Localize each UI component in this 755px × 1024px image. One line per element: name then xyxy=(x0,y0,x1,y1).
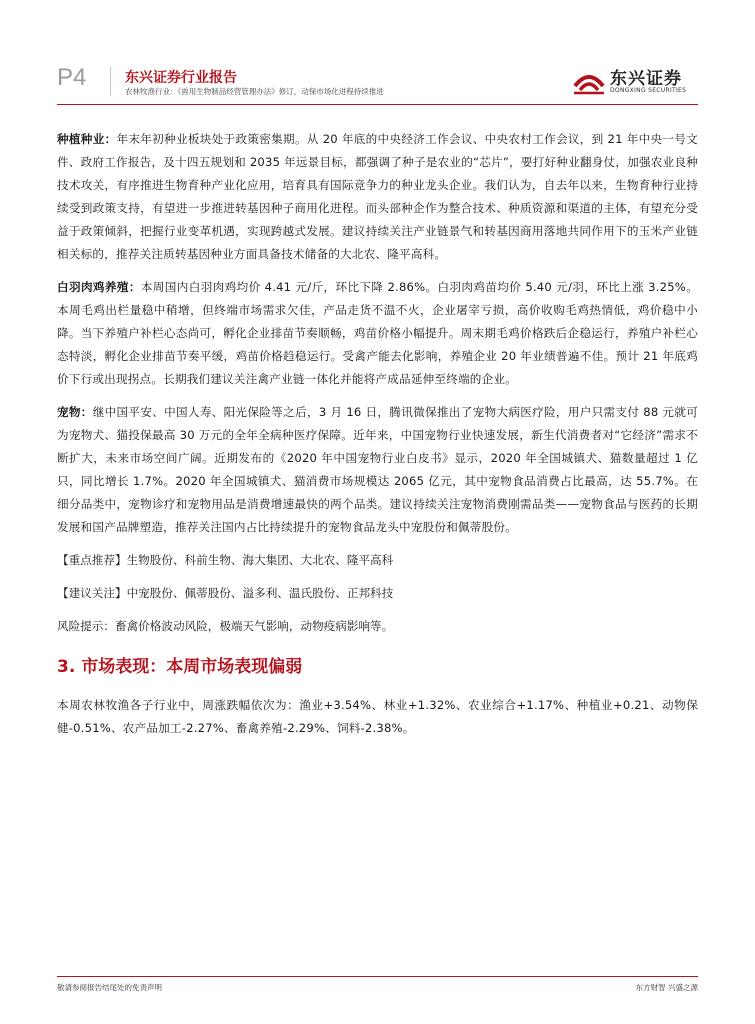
company-logo xyxy=(572,64,698,98)
footer-disclaimer: 敬请参阅报告结尾处的免责声明 xyxy=(57,983,162,992)
footer-rule xyxy=(57,976,698,977)
body-seed: 年末年初种业板块处于政策密集期。从 20 年底的中央经济工作会议、中央农村工作会议，到 21 年中央一号文件、政府工作报告，及十四五规划和 2035 年远景目标，都强调了种子是农业的“芯片”，要打好种业翻身仗，加强农业良种技术攻关，有序推进生物育种产业化应用，培育具有国际竞争力的种业龙头企业。我们认为，自去年以来，生物育种行业持续受到政策支持，有望进一步推进转基因种子商用化进程。而头部种企作为整合技术、种质资源和渠道的主体，有望充分受益于政策倾斜，把握行业变革机遇，实现跨越式发展。建议持续关注产业链景气和转基因商用落地共同作用下的玉米产业链相关标的，推荐关注质转基因种业方面具备技术储备的大北农、隆平高科。 xyxy=(57,132,698,261)
header-divider xyxy=(110,66,111,96)
paragraph-pet xyxy=(57,401,698,539)
page-number: P4 xyxy=(57,64,87,91)
report-subtitle: 农林牧渔行业：《兽用生物制品经营管理办法》修订，动保市场化进程持续推进 xyxy=(125,87,384,96)
section-3-title: 3. 市场表现：本周市场表现偏弱 xyxy=(57,657,303,677)
lead-broiler: 白羽肉鸡养殖： xyxy=(57,280,141,294)
lead-pet: 宠物： xyxy=(57,405,93,419)
lead-seed: 种植种业： xyxy=(57,132,117,146)
report-title: 东兴证券行业报告 xyxy=(125,70,237,86)
logo-text-cn: 东兴证券 xyxy=(610,69,682,89)
watch-line: 【建议关注】中宠股份、佩蒂股份、溢多利、温氏股份、正邦科技 xyxy=(57,586,394,600)
page-header xyxy=(0,0,755,100)
risk-line: 风险提示：畜禽价格波动风险，极端天气影响，动物疫病影响等。 xyxy=(57,619,394,633)
body-pet: 继中国平安、中国人寿、阳光保险等之后，3 月 16 日，腾讯微保推出了宠物大病医疗险，用户只需支付 88 元就可为宠物犬、猫投保最高 30 万元的全年全病种医疗保障。近年来，中国宠物行业快速发展，新生代消费者对“它经济”需求不断扩大，未来市场空间广阔。近期发布的《2020 年中国宠物行业白皮书》显示，2020 年全国城镇犬、猫数量超过 1 亿只，同比增长 1.7%。2020 年全国城镇犬、猫消费市场规模达 2065 亿元，其中宠物食品消费占比最高，达 55.7%。在细分品类中，宠物诊疗和宠物用品是消费增速最快的两个品类。建议持续关注宠物消费刚需品类——宠物食品与医药的长期发展和国产品牌塑造，推荐关注国内占比持续提升的宠物食品龙头中宠股份和佩蒂股份。 xyxy=(57,405,698,534)
footer-slogan: 东方财智 兴盛之源 xyxy=(635,983,698,992)
header-rule xyxy=(57,104,698,105)
logo-text-en: DONGXING SECURITIES xyxy=(610,87,687,94)
paragraph-seed xyxy=(57,128,698,266)
logo-mark-icon xyxy=(572,66,606,96)
section-3-body: 本周农林牧渔各子行业中，周涨跌幅依次为：渔业+3.54%、林业+1.32%、农业综合+1.17%、种植业+0.21、动物保健-0.51%、农产品加工-2.27%、畜禽养殖-2.29%、饲料-2.38%。 xyxy=(57,698,698,735)
body-broiler: 本周国内白羽肉鸡均价 4.41 元/斤，环比下降 2.86%。白羽肉鸡苗均价 5.40 元/羽，环比上涨 3.25%。本周毛鸡出栏量稳中稍增，但终端市场需求欠佳，产品走货不温不火，企业屠宰亏损，高价收购毛鸡热情低，鸡价稳中小降。当下养殖户补栏心态尚可，孵化企业排苗节奏顺畅，鸡苗价格小幅提升。周末期毛鸡价格跌后企稳运行，养殖户补栏心态特淡，孵化企业排苗节奏平缓，鸡苗价格趋稳运行。受禽产能去化影响，养殖企业 20 年业绩普遍不佳。预计 21 年底鸡价下行或出现拐点。长期我们建议关注禽产业链一体化并能将产成品延伸至终端的企业。 xyxy=(57,280,698,386)
report-body xyxy=(57,128,698,750)
recommend-line: 【重点推荐】生物股份、科前生物、海大集团、大北农、隆平高科 xyxy=(57,553,394,567)
paragraph-broiler xyxy=(57,276,698,391)
